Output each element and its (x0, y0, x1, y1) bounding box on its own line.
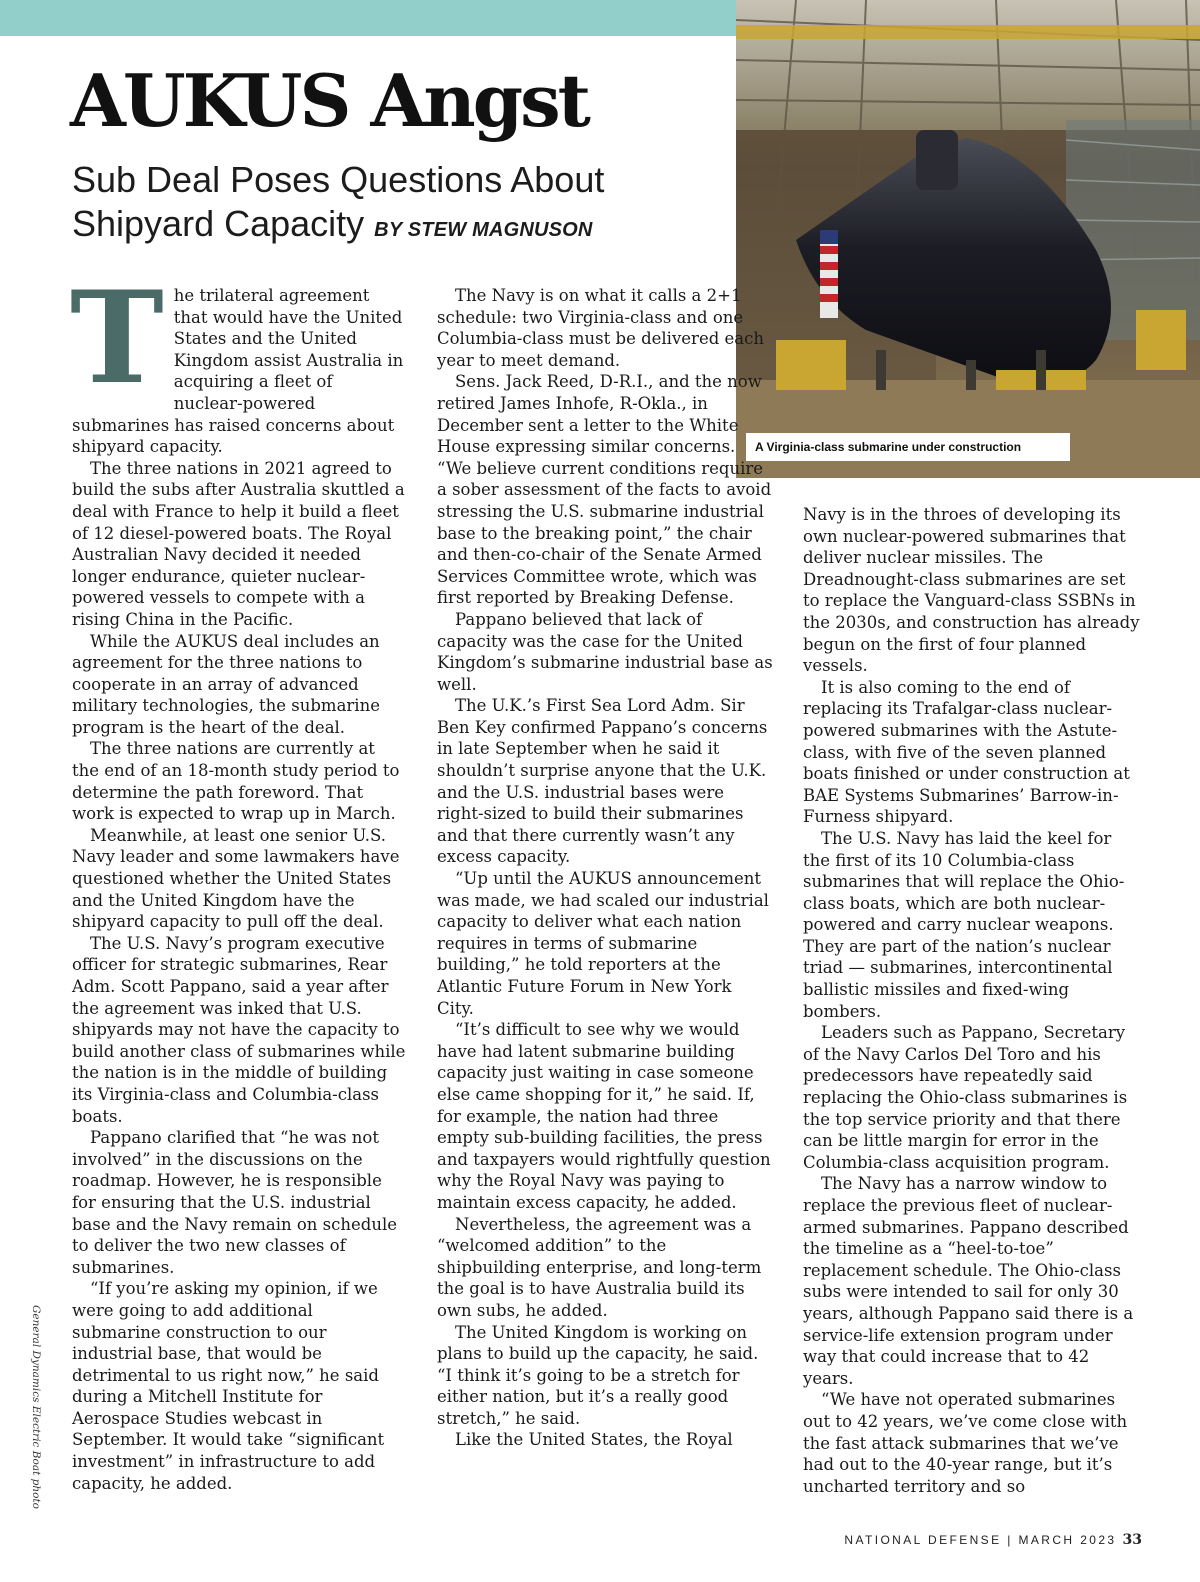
paragraph: “If you’re asking my opinion, if we were going to add additional submarine construction to our industrial base, that would be detrimental to us right now,” he said during a Mitchell Institute for Aerospace Studies webcast in September. It would take “significant investment” in infrastructure to add capacity, he added. (72, 1279, 385, 1493)
page-number: 33 (1122, 1532, 1142, 1548)
paragraph: Navy is in the throes of developing its own nuclear-powered submarines that deliver nuclear missiles. The Dreadnought-class submarines are set to replace the Vanguard-class SSBNs in the 2030s, and construction has already begun on the first of four planned vessels. (803, 505, 1140, 676)
photo-credit-text: General Dynamics Electric Boat photo (30, 1305, 42, 1509)
paragraph: Sens. Jack Reed, D-R.I., and the now retired James Inhofe, R-Okla., in December sent a letter to the White House expressing similar concerns. “We believe current conditions require a sober assessment of the facts to avoid stressing the U.S. submarine industrial base to the breaking point,” the chair and then-co-chair of the Senate Armed Services Committee wrote, which was first reported by Breaking Defense. (437, 372, 772, 608)
paragraph: Like the United States, the Royal (455, 1430, 733, 1450)
dek-text: Sub Deal Poses Questions About Shipyard Capacity (72, 159, 605, 244)
paragraph: The Navy is on what it calls a 2+1 schedule: two Virginia-class and one Columbia-class must be delivered each year to meet demand. (437, 286, 764, 370)
paragraph: The U.K.’s First Sea Lord Adm. Sir Ben Key confirmed Pappano’s concerns in late September when he said it shouldn’t surprise anyone that the U.K. and the U.S. industrial bases were right-sized to build their submarines and that there currently wasn’t any excess capacity. (437, 696, 768, 867)
headline: AUKUS Angst (70, 58, 588, 143)
paragraph: Pappano believed that lack of capacity was the case for the United Kingdom’s submarine industrial base as well. (437, 609, 773, 694)
paragraph: The U.S. Navy has laid the keel for the first of its 10 Columbia-class submarines that will replace the Ohio-class boats, which are both nuclear-powered and carry nuclear weapons. They are part of the nation’s nuclear triad — submarines, intercontinental ballistic missiles and fixed-wing bombers. (803, 828, 1125, 1021)
photo-caption: A Virginia-class submarine under construction (746, 433, 1070, 461)
paragraph: The three nations are currently at the end of an 18-month study period to determine the path foreword. That work is expected to wrap up in March. (72, 739, 400, 824)
page-footer (844, 1532, 1142, 1548)
paragraph: It is also coming to the end of replacing its Trafalgar-class nuclear-powered submarines with the Astute-class, with five of the seven planned boats finished or under construction at BAE Systems Submarines’ Barrow-in-Furness shipyard. (803, 677, 1130, 827)
paragraph: Pappano clarified that “he was not involved” in the discussions on the roadmap. However, he is responsible for ensuring that the U.S. industrial base and the Navy remain on schedule to deliver the two new classes of submarines. (72, 1128, 397, 1277)
publication-line: NATIONAL DEFENSE | MARCH 2023 (844, 1533, 1117, 1547)
drop-cap: T (70, 264, 164, 412)
paragraph: he trilateral agreement that would have the United States and the United Kingdom assist Australia in acquiring a fleet of nuclear-powered submarines has raised concerns about shipyard capacity. (72, 286, 404, 457)
paragraph: “Up until the AUKUS announcement was made, we had scaled our industrial capacity to deliver what each nation requires in terms of submarine building,” he told reporters at the Atlantic Future Forum in New York City. (437, 869, 769, 1018)
photo-credit (28, 1305, 44, 1509)
byline: BY STEW MAGNUSON (374, 219, 593, 241)
body-column-1 (70, 264, 406, 1494)
body-column-3 (803, 504, 1141, 1497)
paragraph: Leaders such as Pappano, Secretary of the Navy Carlos Del Toro and his predecessors have repeatedly said replacing the Ohio-class submarines is the top service priority and that there can be little margin for error in the Columbia-class acquisition program. (803, 1023, 1128, 1172)
paragraph: While the AUKUS deal includes an agreement for the three nations to cooperate in an array of advanced military technologies, the submarine program is the heart of the deal. (72, 631, 380, 737)
paragraph: The three nations in 2021 agreed to build the subs after Australia skuttled a deal with France to help it build a fleet of 12 diesel-powered boats. The Royal Australian Navy decided it needed longer endurance, quieter nuclear-powered vessels to compete with a rising China in the Pacific. (72, 458, 405, 629)
paragraph: “It’s difficult to see why we would have had latent submarine building capacity just waiting in case someone else came shopping for it,” he said. If, for example, the nation had three empty sub-building facilities, the press and taxpayers would rightfully question why the Royal Navy was paying to maintain excess capacity, he added. (437, 1020, 771, 1212)
paragraph: Nevertheless, the agreement was a “welcomed addition” to the shipbuilding enterprise, and long-term the goal is to have Australia build its own subs, he added. (437, 1214, 762, 1320)
paragraph: Meanwhile, at least one senior U.S. Navy leader and some lawmakers have questioned whether the United States and the United Kingdom have the shipyard capacity to pull off the deal. (72, 825, 400, 932)
submarine-photo (736, 0, 1200, 478)
paragraph: The Navy has a narrow window to replace the previous fleet of nuclear-armed submarines. Pappano described the timeline as a “heel-to-toe” replacement schedule. The Ohio-class subs were intended to sail for only 30 years, although Pappano said there is a service-life extension program under way that could increase that to 42 years. (803, 1174, 1134, 1388)
paragraph: “We have not operated submarines out to 42 years, we’ve come close with the fast attack submarines that we’ve had out to the 40-year range, but it’s uncharted territory and so (803, 1390, 1128, 1496)
paragraph: The U.S. Navy’s program executive officer for strategic submarines, Rear Adm. Scott Pappano, said a year after the agreement was inked that U.S. shipyards may not have the capacity to build another class of submarines while the nation is in the middle of building its Virginia-class and Columbia-class boats. (72, 933, 406, 1126)
body-column-2 (437, 285, 773, 1451)
dek (72, 158, 732, 252)
paragraph: The United Kingdom is working on plans to build up the capacity, he said. “I think it’s going to be a stretch for either nation, but it’s a really good stretch,” he said. (437, 1322, 759, 1428)
top-color-band (0, 0, 736, 36)
